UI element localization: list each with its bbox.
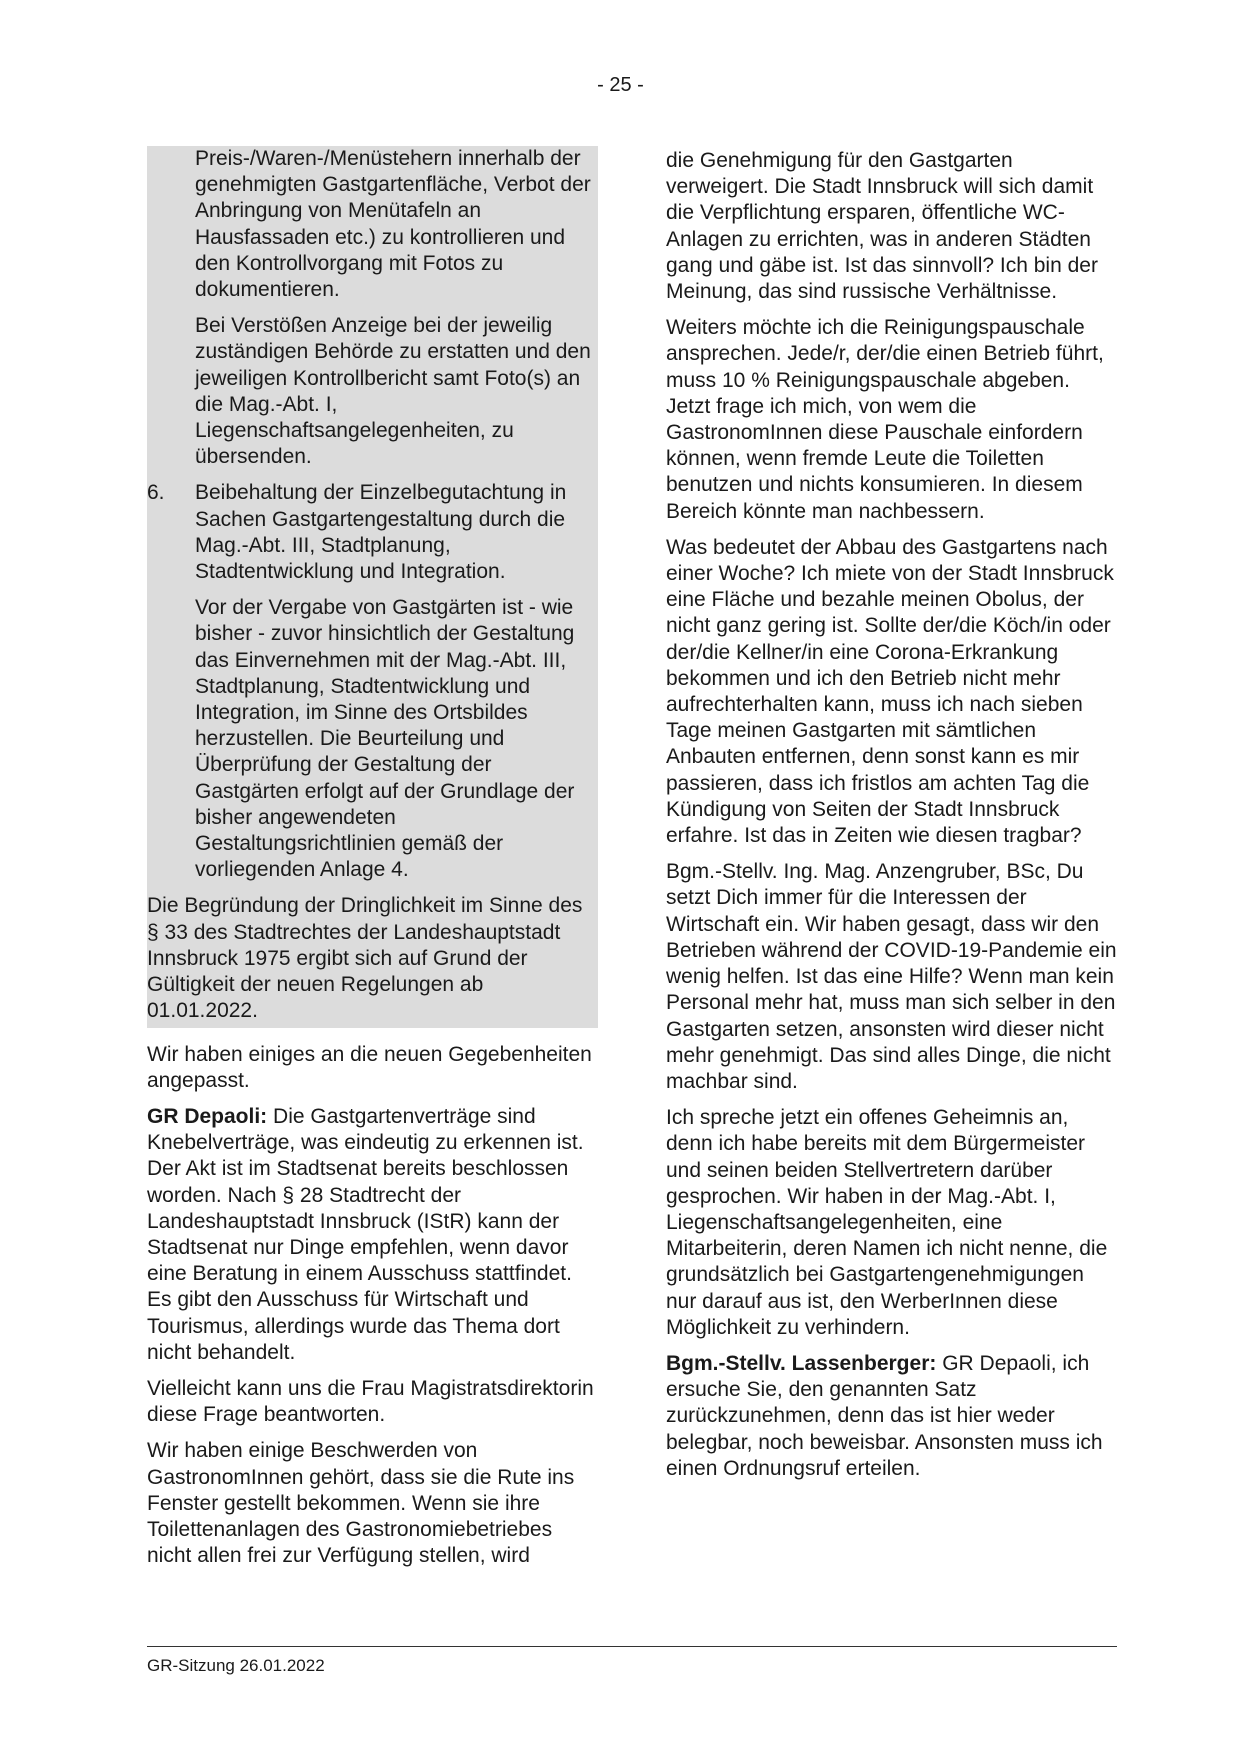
speaker-name: Bgm.-Stellv. Lassenberger: xyxy=(666,1351,937,1375)
speech-text: Die Gastgartenverträge sind Knebelverträge, was eindeutig zu erkennen ist. Der Akt ist im Stadtsenat bereits beschlossen worden. Nach § 28 Stadtrecht der Landeshauptstadt Innsbruck (IStR) kann der Stadtsenat nur Dinge empfehlen, wenn davor eine Beratung in einem Ausschuss stattfindet. Es gibt den Ausschuss für Wirtschaft und Tourismus, allerdings wurde das Thema dort nicht behandelt. xyxy=(147,1104,584,1364)
speech-lassenberger xyxy=(666,1351,1118,1482)
urgency-paragraph: Die Begründung der Dringlichkeit im Sinne des § 33 des Stadtrechtes der Landeshauptstadt Innsbruck 1975 ergibt sich auf Grund der Gültigkeit der neuen Regelungen ab 01.01.2022. xyxy=(147,894,583,1023)
item-number: 6. xyxy=(147,481,165,505)
left-column xyxy=(147,148,598,1579)
paragraph: Ich spreche jetzt ein offenes Geheimnis an, denn ich habe bereits mit dem Bürgermeister und seinen beiden Stellvertretern darüber gesprochen. Wir haben in der Mag.-Abt. I, Liegenschaftsangelegenheiten, eine Mitarbeiterin, deren Namen ich nicht nenne, die grundsätzlich bei Gastgartengenehmigungen nur darauf aus ist, den WerberInnen diese Möglichkeit zu verhindern. xyxy=(666,1106,1108,1339)
item-text: Beibehaltung der Einzelbegutachtung in Sachen Gastgartengestaltung durch die Mag.-Abt. III, Stadtplanung, Stadtentwicklung und Integration. xyxy=(195,481,567,584)
numbered-item-6 xyxy=(147,480,598,585)
paragraph: Was bedeutet der Abbau des Gastgartens nach einer Woche? Ich miete von der Stadt Innsbruck eine Fläche und bezahle meinen Obolus, der nicht ganz gering ist. Sollte der/die Köch/in oder der/die Kellner/in eine Corona-Erkrankung bekommen und ich den Betrieb nicht mehr aufrechterhalten kann, muss ich nach sieben Tage meinen Gastgarten mit sämtlichen Anbauten entfernen, denn sonst kann es mir passieren, dass ich fristlos am achten Tag die Kündigung von Seiten der Stadt Innsbruck erfahre. Ist das in Zeiten wie diesen tragbar? xyxy=(666,535,1114,848)
speaker-name: GR Depaoli: xyxy=(147,1104,268,1128)
speech-depaoli xyxy=(147,1104,598,1366)
right-column xyxy=(666,148,1118,1492)
footer-divider xyxy=(147,1646,1117,1647)
speech-text: GR Depaoli, ich ersuche Sie, den genannten Satz zurückzunehmen, denn das ist hier weder belegbar, noch beweisbar. Ansonsten muss ich einen Ordnungsruf erteilen. xyxy=(666,1351,1103,1480)
motion-paragraph: Bei Verstößen Anzeige bei der jeweilig zuständigen Behörde zu erstatten und den jeweiligen Kontrollbericht samt Foto(s) an die Mag.-Abt. I, Liegenschaftsangelegenheiten, zu übersenden. xyxy=(195,314,591,469)
shaded-motion-box xyxy=(147,146,598,1028)
paragraph: Wir haben einige Beschwerden von GastronomInnen gehört, dass sie die Rute ins Fenster gestellt bekommen. Wenn sie ihre Toilettenanlagen des Gastronomiebetriebes nicht allen frei zur Verfügung stellen, wird xyxy=(147,1439,575,1568)
footer-session-date: GR-Sitzung 26.01.2022 xyxy=(147,1656,325,1675)
paragraph: Wir haben einiges an die neuen Gegebenheiten angepasst. xyxy=(147,1042,592,1092)
paragraph: Weiters möchte ich die Reinigungspauschale ansprechen. Jede/r, der/die einen Betrieb führt, muss 10 % Reinigungspauschale abgeben. Jetzt frage ich mich, von wem die GastronomInnen diese Pauschale einfordern können, wenn fremde Leute die Toiletten benutzen und nichts konsumieren. In diesem Bereich könnte man nachbessern. xyxy=(666,316,1104,523)
paragraph: die Genehmigung für den Gastgarten verweigert. Die Stadt Innsbruck will sich damit die Verpflichtung ersparen, öffentliche WC-Anlagen zu errichten, was in anderen Städten gang und gäbe ist. Ist das sinnvoll? Ich bin der Meinung, das sind russische Verhältnisse. xyxy=(666,149,1098,304)
page-number: - 25 - xyxy=(597,74,644,96)
paragraph: Vielleicht kann uns die Frau Magistratsdirektorin diese Frage beantworten. xyxy=(147,1376,594,1427)
motion-paragraph: Vor der Vergabe von Gastgärten ist - wie bisher - zuvor hinsichtlich der Gestaltung das Einvernehmen mit der Mag.-Abt. III, Stadtplanung, Stadtentwicklung und Integration, im Sinne des Ortsbildes herzustellen. Die Beurteilung und Überprüfung der Gestaltung der Gastgärten erfolgt auf der Grundlage der bisher angewendeten Gestaltungsrichtlinien gemäß der vorliegenden Anlage 4. xyxy=(195,596,575,882)
paragraph: Bgm.-Stellv. Ing. Mag. Anzengruber, BSc, Du setzt Dich immer für die Interessen der Wirtschaft ein. Wir haben gesagt, dass wir den Betrieben während der COVID-19-Pandemie ein wenig helfen. Ist das eine Hilfe? Wenn man kein Personal mehr hat, muss man sich selber in den Gastgarten setzen, ansonsten wird dieser nicht mehr genehmigt. Das sind alles Dinge, die nicht machbar sind. xyxy=(666,860,1117,1093)
motion-paragraph: Preis-/Waren-/Menüstehern innerhalb der genehmigten Gastgartenfläche, Verbot der Anbringung von Menütafeln an Hausfassaden etc.) zu kontrollieren und den Kontrollvorgang mit Fotos zu dokumentieren. xyxy=(195,147,591,302)
